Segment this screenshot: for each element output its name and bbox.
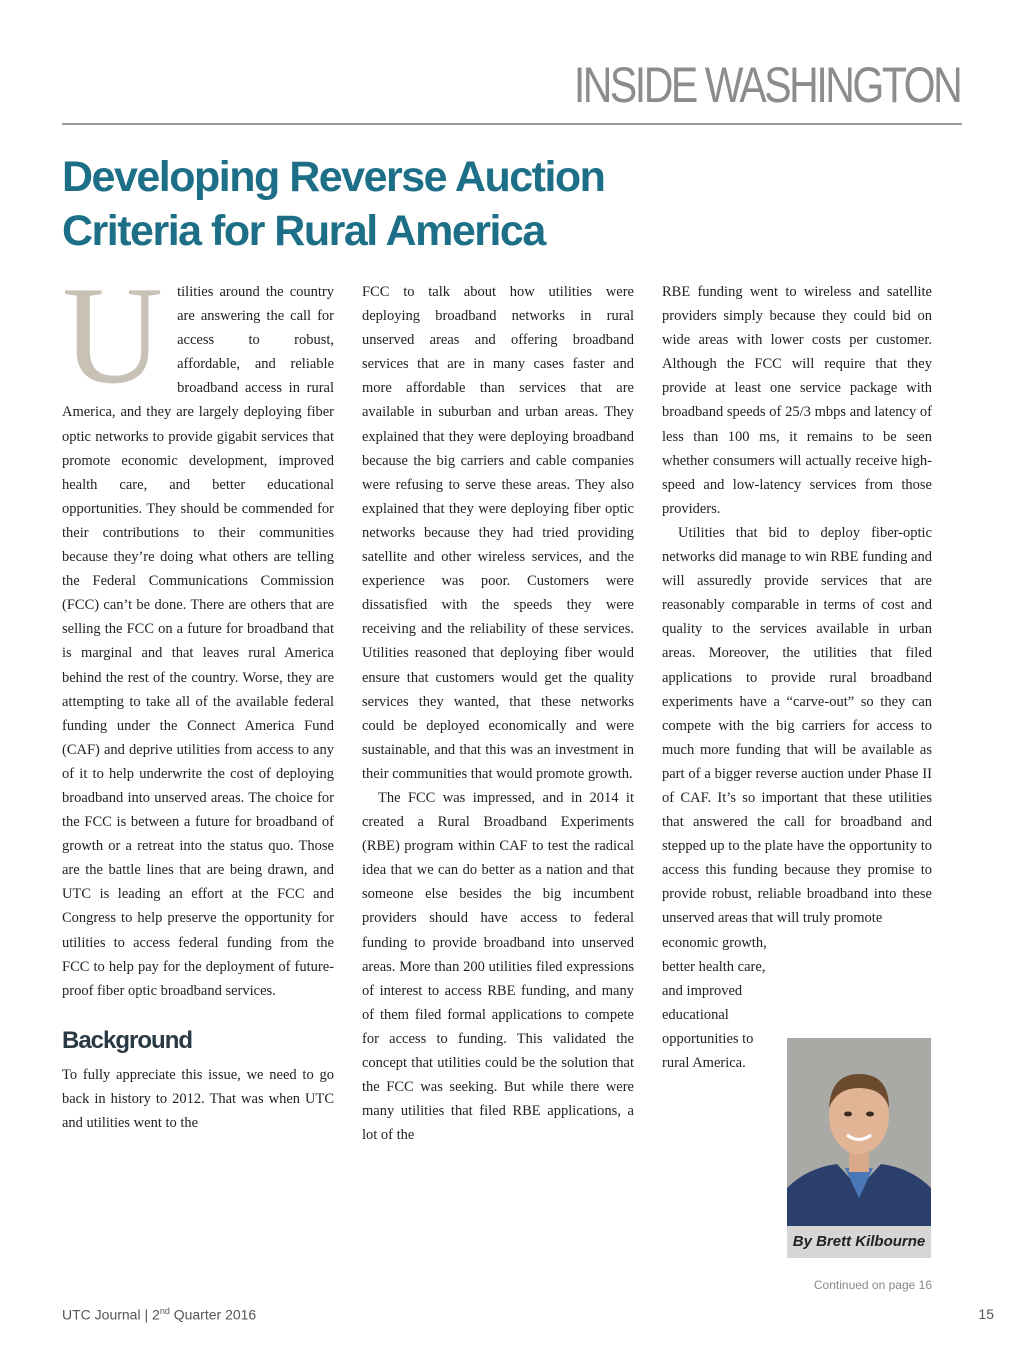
- article-column-1: [62, 258, 334, 1135]
- issue-suffix: nd: [159, 1306, 170, 1316]
- intro-paragraph: [62, 258, 334, 1003]
- article-column-2: [362, 280, 634, 1147]
- footer-separator: |: [144, 1306, 149, 1323]
- paragraph: To fully appreciate this issue, we need to go back in history to 2012. That was when UTC and utilities went to the: [62, 1066, 334, 1132]
- drop-cap: U: [62, 258, 164, 413]
- continued-note: Continued on page 16: [813, 1278, 932, 1292]
- author-byline: By Brett Kilbourne: [787, 1226, 931, 1258]
- journal-name: UTC Journal: [62, 1306, 141, 1323]
- paragraph: Utilities that bid to deploy fiber-optic networks did manage to win RBE funding and will assuredly provide services that are reasonably comparable in terms of cost and quality to the services available in urban areas. Moreover, the utilities that filed applications to provide rural broadband experiments have a “carve-out” so they can compete with the big carriers for access to much more funding that will be available as part of a bigger reverse auction under Phase II of CAF. It’s so important that these utilities that answered the call for broadband and stepped up to the plate have the opportunity to access this funding because they promise to provide robust, reliable broadband into these unserved areas that will truly promote: [662, 524, 932, 927]
- article-headline: [62, 150, 682, 258]
- paragraph: FCC to talk about how utilities were deploying broadband networks in rural unserved areas and offering broadband services that are in many cases faster and more affordable than services that are available in suburban and urban areas. They explained that they were deploying broadband because the big carriers and cable companies were refusing to serve these areas. They also explained that they were deploying fiber optic networks because they had tried providing satellite and other wireless services, and the experience was poor. Customers were dissatisfied with the speeds they were receiving and the reliability of these services. Utilities reasoned that deploying fiber would ensure that customers would get the quality services they wanted, that these networks could be deployed economically and were sustainable, and that this was an investment in their communities that would promote growth.: [362, 284, 634, 782]
- footer-journal: [62, 1306, 256, 1323]
- section-title: INSIDE WASHINGTON: [573, 57, 960, 113]
- author-photo-box: [787, 1038, 931, 1258]
- issue-number: 2: [152, 1306, 160, 1323]
- article-column-3: [662, 280, 932, 1075]
- paragraph: The FCC was impressed, and in 2014 it created a Rural Broadband Experiments (RBE) program within CAF to test the radical idea that we can do better as a nation and that someone else besides the big incumbent providers should have access to federal funding to provide broadband into unserved areas. More than 200 utilities filed expressions of interest to access RBE funding, and many of them filed formal applications to compete for access to funding. This validated the concept that utilities could be the solution that the FCC was seeking. But while there were many utilities that filed RBE applications, a lot of the: [362, 789, 634, 1144]
- header-rule: [62, 123, 962, 125]
- page-number: 15: [978, 1306, 994, 1322]
- intro-text: tilities around the country are answering the call for access to robust, affordable, and reliable broadband access in rural America, and they are largely deploying fiber optic networks to provide gigabit services that promote economic development, improved health care, and better educational opportunities. They should be commended for their contributions to their communities because they’re doing what others are telling the Federal Communications Commission (FCC) can’t be done. There are others that are selling the FCC on a future for broadband that is marginal and that leaves rural America behind the rest of the country. Worse, they are attempting to take all of the available federal funding under the Connect America Fund (CAF) and deprive utilities from access to any of it to help underwrite the cost of deploying broadband into unserved areas. The choice for the FCC is between a future for broadband of growth or a retreat into the status quo. Those are the battle lines that are being drawn, and UTC is leading an effort at the FCC and Congress to help preserve the opportunity for utilities to access federal funding from the FCC to help pay for the deployment of future-proof fiber optic broadband services.: [62, 284, 334, 999]
- paragraph: RBE funding went to wireless and satellite providers simply because they could bid on wide areas with lower costs per customer. Although the FCC will require that they provide at least one service package with broadband speeds of 25/3 mbps and latency of less than 100 ms, it remains to be seen whether consumers will actually receive high-speed and low-latency services from those providers.: [662, 284, 932, 517]
- issue-quarter: Quarter 2016: [173, 1306, 257, 1323]
- portrait-illustration: [787, 1038, 931, 1226]
- paragraph-narrow: economic growth, better health care, and improved educational opportunities to rural America.: [662, 934, 767, 1071]
- subhead-background: Background: [62, 1026, 193, 1054]
- headline-line-2: Criteria for Rural America: [62, 207, 545, 255]
- author-photo: [787, 1038, 931, 1226]
- headline-line-1: Developing Reverse Auction: [62, 153, 605, 201]
